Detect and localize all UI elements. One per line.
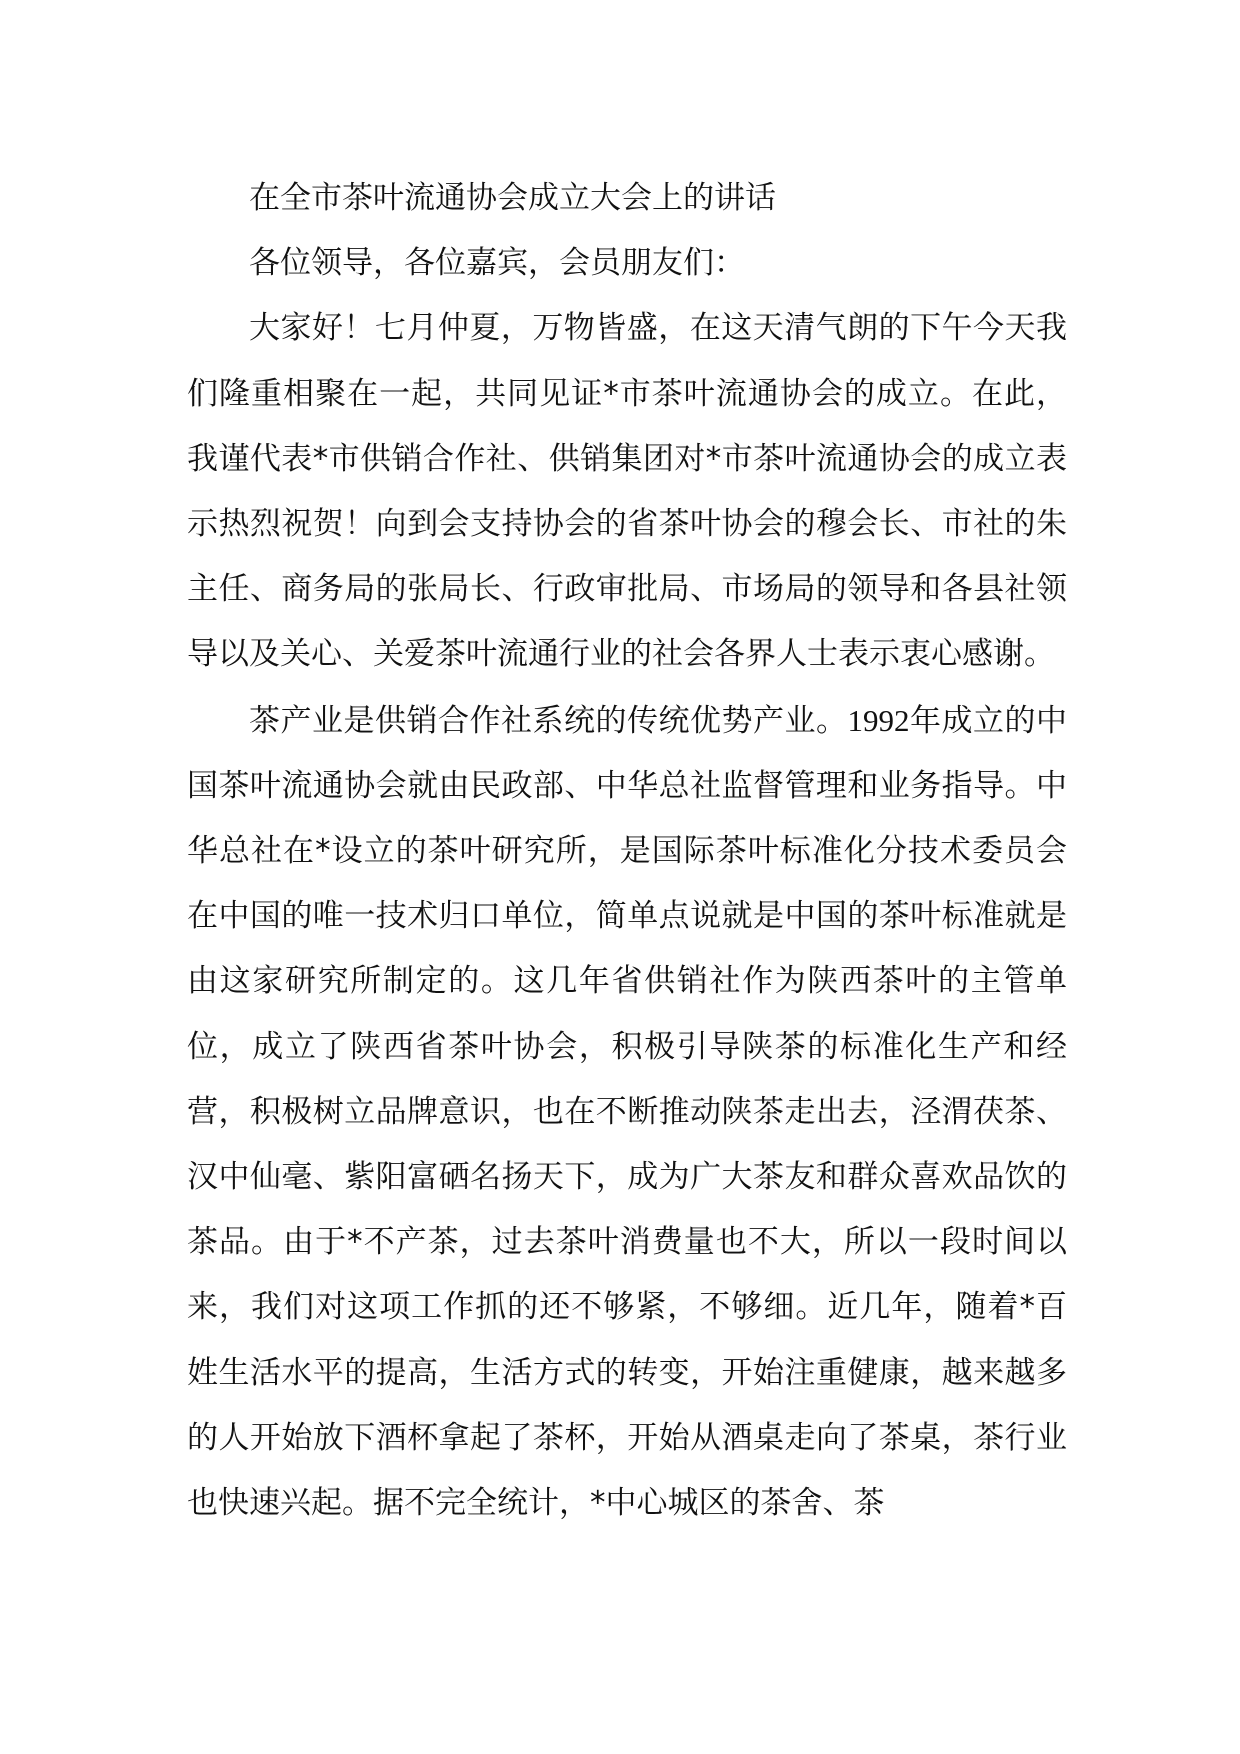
paragraph-tea-industry-part2: 年成立的中国茶叶流通协会就由民政部、中华总社监督管理和业务指导。中华总社在*设立的茶叶研究所，是国际茶叶标准化分技术委员会在中国的唯一技术归口单位，简单点说就是中国的茶叶标准就是由这家研究所制定的。这几年省供销社作为陕西茶叶的主管单位，成立了陕西省茶叶协会，积极引导陕茶的标准化生产和经营，积极树立品牌意识，也在不断推动陕茶走出去，泾渭茯茶、汉中仙毫、紫阳富硒名扬天下，成为广大茶友和群众喜欢品饮的茶品。由于*不产茶，过去茶叶消费量也不大，所以一段时间以来，我们对这项工作抓的还不够紧，不够细。近几年，随着*百姓生活水平的提高，生活方式的转变，开始注重健康，越来越多的人开始放下酒杯拿起了茶杯，开始从酒桌走向了茶桌，茶行业也快速兴起。据不完全统计，*中心城区的茶舍、茶 xyxy=(187,702,1067,1522)
paragraph-tea-industry xyxy=(187,688,1067,1537)
salutation: 各位领导，各位嘉宾，会员朋友们： xyxy=(249,245,745,282)
paragraph-tea-industry-part1: 茶产业是供销合作社系统的传统优势产业。 xyxy=(249,702,848,739)
year-1992: 1992 xyxy=(847,702,910,738)
document-body xyxy=(187,166,1067,1536)
paragraph-opening: 大家好！七月仲夏，万物皆盛，在这天清气朗的下午今天我们隆重相聚在一起，共同见证*市茶叶流通协会的成立。在此，我谨代表*市供销合作社、供销集团对*市茶叶流通协会的成立表示热烈祝贺！向到会支持协会的省茶叶协会的穆会长、市社的朱主任、商务局的张局长、行政审批局、市场局的领导和各县社领导以及关心、关爱茶叶流通行业的社会各界人士表示衷心感谢。 xyxy=(187,310,1067,673)
speech-title: 在全市茶叶流通协会成立大会上的讲话 xyxy=(249,180,776,216)
